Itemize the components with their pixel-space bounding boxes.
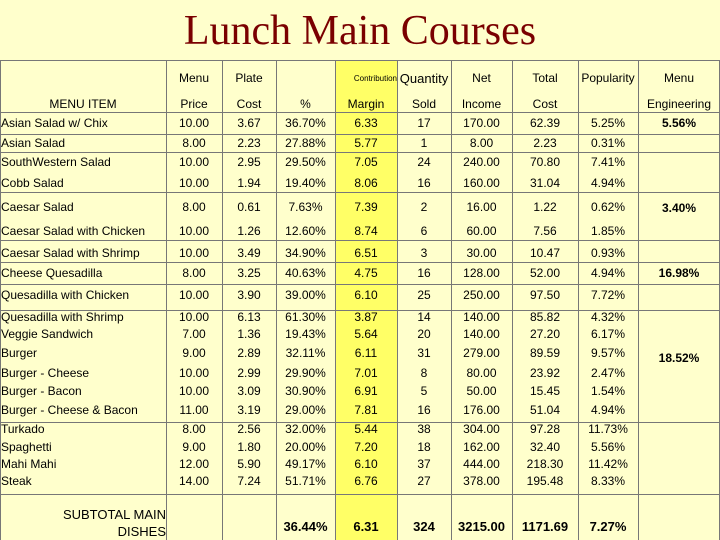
table-row — [0, 112, 720, 134]
menu-item-name: Caesar Salad with Shrimp — [1, 246, 140, 260]
table-cell: 15.45 — [529, 384, 561, 398]
table-cell: 97.50 — [529, 288, 561, 302]
table-cell: 6.91 — [354, 384, 378, 398]
column-header: Net — [472, 71, 491, 85]
table-cell: 4.94% — [590, 402, 626, 417]
table-cell — [638, 489, 720, 535]
column-header: Contribution — [353, 73, 397, 83]
table-row — [0, 282, 720, 308]
table-cell: 7.41% — [590, 155, 626, 169]
engineering-value: 5.56% — [661, 116, 697, 130]
engineering-cell — [638, 438, 720, 455]
table-cell: 23.92 — [529, 365, 561, 380]
table-cell: 32.40 — [529, 439, 561, 454]
table-cell: 3.09 — [237, 384, 261, 398]
table-cell: 18 — [417, 439, 431, 454]
column-header: Total — [532, 71, 558, 85]
table-cell: 7.72% — [590, 288, 626, 302]
table-cell: 3 — [420, 246, 428, 260]
table-row — [0, 242, 720, 264]
column-header: Income — [461, 97, 502, 111]
table-cell: 16 — [417, 402, 431, 417]
table-row — [0, 134, 720, 152]
column-header: Plate — [235, 71, 263, 85]
menu-item-name: Quesadilla with Chicken — [1, 288, 130, 302]
table-row — [0, 220, 720, 242]
menu-item-name: SouthWestern Salad — [1, 155, 111, 169]
engineering-value: 16.98% — [658, 266, 700, 280]
table-row — [0, 325, 720, 343]
table-row — [0, 363, 720, 382]
table-cell: 14.00 — [178, 473, 210, 488]
table-cell: 27 — [417, 473, 431, 488]
table-cell: 3.67 — [237, 116, 261, 130]
subtotal-income: 3215.00 — [458, 519, 505, 534]
table-cell: 7.05 — [354, 155, 378, 169]
column-header: Popularity — [581, 71, 635, 85]
table-cell: 6.76 — [354, 473, 378, 488]
table-cell: 250.00 — [463, 288, 500, 302]
table-cell: 30.00 — [466, 246, 497, 260]
menu-item-name: Quesadilla with Shrimp — [1, 309, 124, 324]
menu-item-name: Burger - Cheese & Bacon — [1, 402, 138, 417]
table-cell: 6.33 — [354, 116, 378, 130]
engineering-cell — [638, 152, 720, 172]
table-cell: 195.48 — [526, 473, 564, 488]
table-cell: 8.00 — [182, 200, 206, 214]
table-cell — [222, 489, 276, 535]
table-cell: 140.00 — [463, 309, 500, 324]
header-row — [0, 96, 720, 112]
table-cell: 32.11% — [285, 346, 326, 360]
table-cell: 25 — [417, 288, 431, 302]
menu-item-name: Burger — [1, 346, 38, 360]
table-cell: 0.61 — [237, 200, 261, 214]
table-cell: 40.63% — [285, 266, 326, 280]
table-cell: 5.64 — [354, 327, 378, 341]
table-cell: 70.80 — [529, 155, 561, 169]
table-row — [0, 264, 720, 282]
subtotal-total: 1171.69 — [521, 519, 569, 534]
menu-item-name: Burger - Bacon — [1, 384, 82, 398]
table-cell: 5 — [420, 384, 428, 398]
table-cell: 1.26 — [237, 224, 261, 238]
column-header: Menu — [663, 71, 695, 85]
table-cell: 8.00 — [182, 266, 206, 280]
table-cell: 6.11 — [354, 346, 378, 360]
table-cell: 279.00 — [463, 346, 500, 360]
table-cell: 9.00 — [182, 346, 206, 360]
engineering-cell — [638, 455, 720, 472]
table-row — [0, 194, 720, 220]
table-cell: 11.00 — [179, 402, 209, 417]
table-cell: 8.00 — [182, 421, 206, 436]
table-cell: 10.47 — [529, 246, 561, 260]
table-cell: 8.74 — [354, 224, 378, 238]
table-cell: 170.00 — [463, 116, 500, 130]
table-cell — [166, 489, 222, 535]
table-cell: 1.22 — [533, 200, 557, 214]
table-cell: 31.04 — [529, 176, 561, 190]
table-cell: 7.39 — [354, 200, 378, 214]
table-cell: 8.06 — [354, 176, 378, 190]
column-header: MENU ITEM — [49, 97, 117, 111]
subtotal-margin: 6.31 — [353, 519, 379, 534]
subtotal-sold: 324 — [413, 519, 435, 534]
table-cell: 8.00 — [182, 136, 206, 150]
table-cell: 51.71% — [285, 473, 326, 488]
table-cell: 9.57% — [590, 346, 626, 360]
engineering-cell — [638, 472, 720, 489]
table-cell: 10.00 — [178, 384, 210, 398]
table-cell: 7.56 — [533, 224, 557, 238]
table-cell: 19.40% — [285, 176, 326, 190]
table-cell: 12.00 — [178, 456, 210, 471]
column-header — [276, 60, 335, 96]
table-cell: 176.00 — [463, 402, 500, 417]
table-cell: 4.75 — [354, 266, 378, 280]
table-cell: 14 — [417, 309, 431, 324]
table-cell: 6.10 — [354, 456, 378, 471]
column-header: % — [300, 97, 311, 111]
table-cell: 32.00% — [285, 421, 326, 436]
table-cell: 9.00 — [182, 439, 206, 454]
engineering-value: 18.52% — [658, 351, 700, 365]
engineering-cell — [638, 220, 720, 242]
table-cell: 160.00 — [463, 176, 500, 190]
menu-item-name: Turkado — [1, 421, 45, 436]
table-cell: 4.94% — [590, 176, 626, 190]
table-cell: 218.30 — [526, 456, 564, 471]
table-cell: 30.90% — [285, 384, 326, 398]
header-row — [0, 60, 720, 96]
table-cell: 7.20 — [354, 439, 378, 454]
table-cell: 80.00 — [466, 365, 497, 380]
table-cell: 3.49 — [237, 246, 261, 260]
table-cell: 20 — [417, 327, 431, 341]
column-header: Price — [180, 97, 208, 111]
table-cell: 11.42% — [588, 456, 628, 471]
column-header: Margin — [347, 97, 385, 111]
table-cell: 2.23 — [533, 136, 557, 150]
table-cell: 2.23 — [237, 136, 261, 150]
table-cell: 24 — [417, 155, 431, 169]
table-cell: 62.39 — [529, 116, 561, 130]
menu-item-name: Steak — [1, 473, 32, 488]
table-cell: 240.00 — [463, 155, 500, 169]
engineering-value: 3.40% — [661, 201, 697, 215]
table-cell: 29.90% — [285, 365, 326, 380]
menu-table — [0, 60, 720, 535]
table-cell: 4.32% — [590, 309, 626, 324]
table-cell: 61.30% — [285, 309, 326, 324]
table-row — [0, 152, 720, 172]
table-cell: 60.00 — [466, 224, 497, 238]
subtotal-label: SUBTOTAL MAIN DISHES — [62, 507, 166, 539]
table-cell: 6.13 — [237, 309, 261, 324]
table-cell: 6 — [420, 224, 428, 238]
table-cell: 5.77 — [354, 136, 378, 150]
engineering-cell — [638, 172, 720, 194]
table-row — [0, 400, 720, 419]
table-cell: 2.99 — [237, 365, 261, 380]
table-cell: 16 — [417, 176, 431, 190]
menu-item-name: Cheese Quesadilla — [1, 266, 103, 280]
table-cell: 11.73% — [588, 421, 628, 436]
column-header: Cost — [236, 97, 262, 111]
table-cell: 8.33% — [590, 473, 626, 488]
table-row — [0, 382, 720, 400]
menu-item-name: Burger - Cheese — [1, 365, 90, 380]
table-cell: 29.50% — [285, 155, 326, 169]
menu-item-name: Caesar Salad — [1, 200, 74, 214]
table-cell: 37 — [417, 456, 431, 471]
table-cell: 16 — [417, 266, 431, 280]
table-cell: 378.00 — [463, 473, 500, 488]
table-cell: 10.00 — [178, 155, 210, 169]
menu-item-name: Spaghetti — [1, 439, 52, 454]
column-header: Cost — [532, 97, 558, 111]
table-cell: 444.00 — [463, 456, 500, 471]
table-cell: 1.94 — [237, 176, 261, 190]
table-cell: 38 — [417, 421, 431, 436]
table-cell: 7.01 — [354, 365, 378, 380]
table-cell: 7.63% — [288, 200, 323, 214]
subtotal-pop: 7.27% — [589, 519, 627, 534]
table-row — [0, 172, 720, 194]
menu-item-name: Veggie Sandwich — [1, 327, 94, 341]
table-row — [0, 438, 720, 455]
table-cell: 2.56 — [237, 421, 261, 436]
table-row — [0, 472, 720, 489]
table-cell: 128.00 — [463, 266, 500, 280]
table-cell: 10.00 — [178, 116, 210, 130]
engineering-cell — [638, 400, 720, 419]
table-cell: 304.00 — [463, 421, 500, 436]
table-cell: 85.82 — [529, 309, 561, 324]
table-cell: 3.87 — [354, 309, 378, 324]
table-cell: 27.20 — [529, 327, 561, 341]
menu-item-name: Cobb Salad — [1, 176, 64, 190]
table-cell: 1.36 — [237, 327, 261, 341]
table-cell: 6.51 — [354, 246, 378, 260]
table-cell: 7.24 — [237, 473, 261, 488]
table-cell: 10.00 — [178, 246, 210, 260]
table-row — [0, 343, 720, 363]
column-header: Engineering — [646, 97, 712, 111]
table-cell: 49.17% — [285, 456, 326, 471]
engineering-cell — [638, 134, 720, 152]
table-cell: 8 — [420, 365, 428, 380]
table-cell: 10.00 — [178, 224, 210, 238]
table-cell: 29.00% — [285, 402, 326, 417]
table-cell: 5.90 — [237, 456, 261, 471]
subtotal-pct: 36.44% — [283, 519, 328, 534]
table-cell: 162.00 — [463, 439, 500, 454]
table-row — [0, 455, 720, 472]
table-cell: 3.25 — [237, 266, 261, 280]
table-cell: 19.43% — [285, 327, 326, 341]
table-cell: 1.85% — [590, 224, 626, 238]
table-cell: 1.54% — [590, 384, 626, 398]
table-cell: 27.88% — [285, 136, 326, 150]
table-cell: 5.44 — [354, 421, 378, 436]
table-cell: 6.17% — [590, 327, 626, 341]
table-cell: 5.25% — [590, 116, 626, 130]
table-cell: 3.19 — [237, 402, 261, 417]
column-header — [578, 96, 638, 112]
menu-item-name: Asian Salad — [1, 136, 66, 150]
engineering-cell — [638, 382, 720, 400]
page-title: Lunch Main Courses — [183, 8, 537, 54]
table-cell: 34.90% — [285, 246, 326, 260]
table-cell: 7.81 — [354, 402, 378, 417]
table-cell: 1 — [420, 136, 428, 150]
engineering-cell — [638, 242, 720, 264]
table-cell: 39.00% — [285, 288, 326, 302]
table-cell: 0.62% — [590, 200, 626, 214]
table-cell: 5.56% — [590, 439, 626, 454]
table-cell: 36.70% — [285, 116, 326, 130]
menu-item-name: Caesar Salad with Chicken — [1, 224, 146, 238]
column-header: Quantity — [399, 70, 449, 86]
table-cell: 3.90 — [237, 288, 261, 302]
table-cell: 6.10 — [354, 288, 378, 302]
table-cell: 8.00 — [469, 136, 494, 150]
engineering-cell — [638, 282, 720, 308]
column-header — [0, 60, 166, 96]
table-cell: 0.93% — [590, 246, 626, 260]
table-cell: 89.59 — [529, 346, 561, 360]
table-cell: 2 — [420, 200, 428, 214]
table-cell: 10.00 — [178, 288, 210, 302]
engineering-cell — [638, 325, 720, 343]
table-cell: 12.60% — [285, 224, 326, 238]
table-cell: 10.00 — [178, 365, 210, 380]
table-cell: 51.04 — [529, 402, 561, 417]
table-cell: 2.89 — [237, 346, 261, 360]
menu-item-name: Asian Salad w/ Chix — [1, 116, 108, 130]
table-cell: 10.00 — [178, 176, 210, 190]
table-cell: 1.80 — [237, 439, 261, 454]
table-cell: 50.00 — [466, 384, 497, 398]
table-cell: 31 — [417, 346, 431, 360]
table-cell: 4.94% — [590, 266, 626, 280]
table-cell: 7.00 — [182, 327, 206, 341]
menu-item-name: Mahi Mahi — [1, 456, 57, 471]
column-header: Menu — [178, 71, 210, 85]
table-cell: 52.00 — [529, 266, 561, 280]
table-cell: 10.00 — [178, 309, 210, 324]
table-cell: 97.28 — [529, 421, 561, 436]
engineering-cell — [638, 363, 720, 382]
table-cell: 17 — [417, 116, 431, 130]
table-cell: 140.00 — [463, 327, 500, 341]
table-cell: 20.00% — [285, 439, 326, 454]
table-cell: 16.00 — [466, 200, 497, 214]
column-header: Sold — [411, 97, 437, 111]
table-cell: 2.95 — [237, 155, 261, 169]
table-cell: 2.47% — [590, 365, 626, 380]
table-cell: 0.31% — [590, 136, 626, 150]
